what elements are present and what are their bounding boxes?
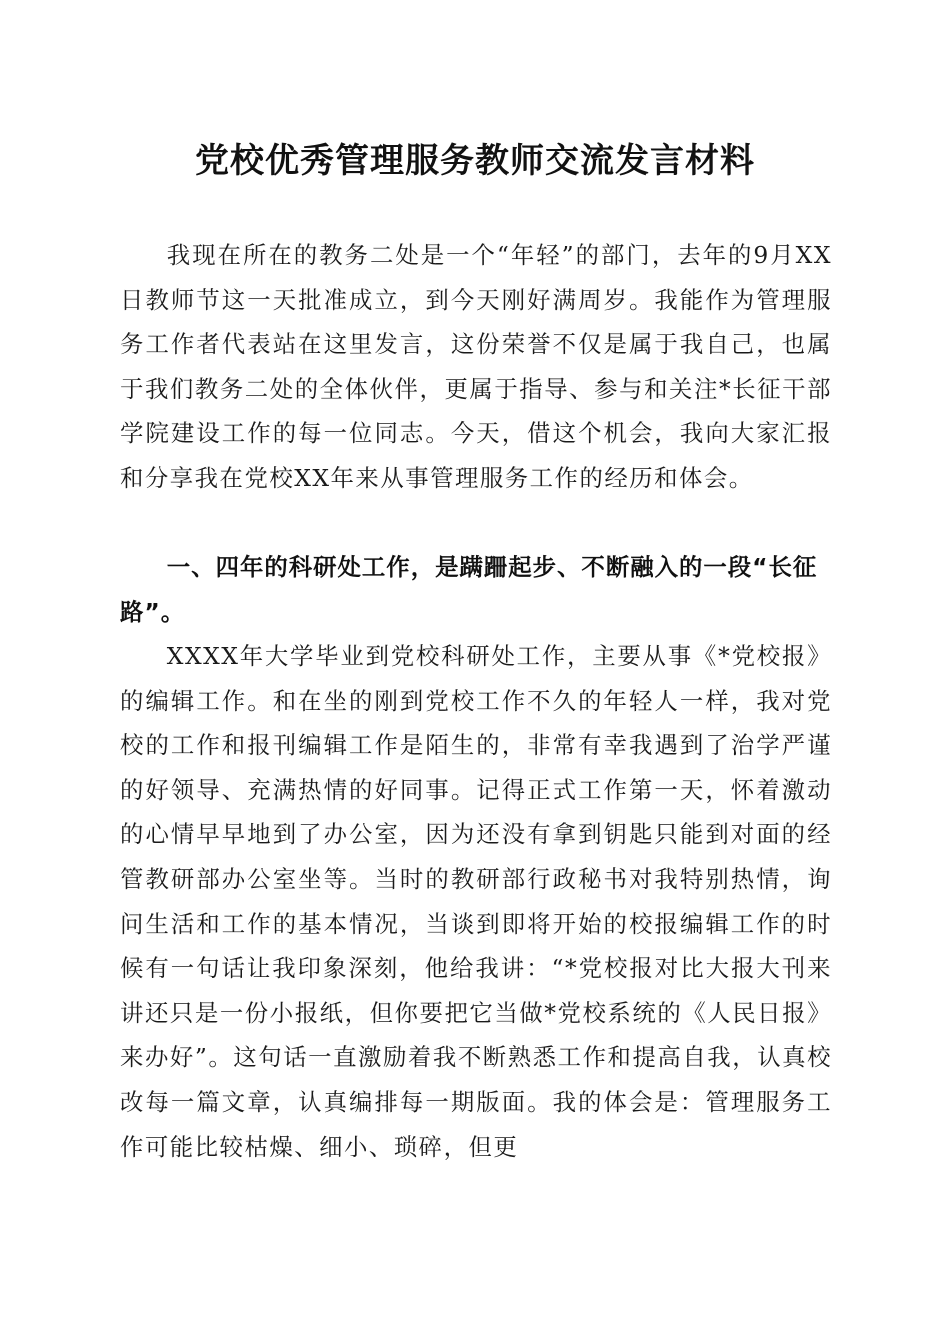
section-heading-1: 一、四年的科研处工作，是蹒跚起步、不断融入的一段“长征路”。 xyxy=(120,553,818,626)
paragraph-intro: 我现在所在的教务二处是一个“年轻”的部门，去年的9月XX日教师节这一天批准成立，到今天刚好满周岁。我能作为管理服务工作者代表站在这里发言，这份荣誉不仅是属于我自己，也属于我们教务二处的全体伙伴，更属于指导、参与和关注*长征干部学院建设工作的每一位同志。今天，借这个机会，我向大家汇报和分享我在党校XX年来从事管理服务工作的经历和体会。 xyxy=(120,241,832,492)
paragraph-section-1: XXXX年大学毕业到党校科研处工作，主要从事《*党校报》的编辑工作。和在坐的刚到党校工作不久的年轻人一样，我对党校的工作和报刊编辑工作是陌生的，非常有幸我遇到了治学严谨的好领导、充满热情的好同事。记得正式工作第一天，怀着激动的心情早早地到了办公室，因为还没有拿到钥匙只能到对面的经管教研部办公室坐等。当时的教研部行政秘书对我特别热情，询问生活和工作的基本情况，当谈到即将开始的校报编辑工作的时候有一句话让我印象深刻，他给我讲：“*党校报对比大报大刊来讲还只是一份小报纸，但你要把它当做*党校系统的《人民日报》来办好”。这句话一直激励着我不断熟悉工作和提高自我，认真校改每一篇文章，认真编排每一期版面。我的体会是：管理服务工作可能比较枯燥、细小、琐碎，但更 xyxy=(120,642,832,1161)
document-title: 党校优秀管理服务教师交流发言材料 xyxy=(195,141,755,181)
